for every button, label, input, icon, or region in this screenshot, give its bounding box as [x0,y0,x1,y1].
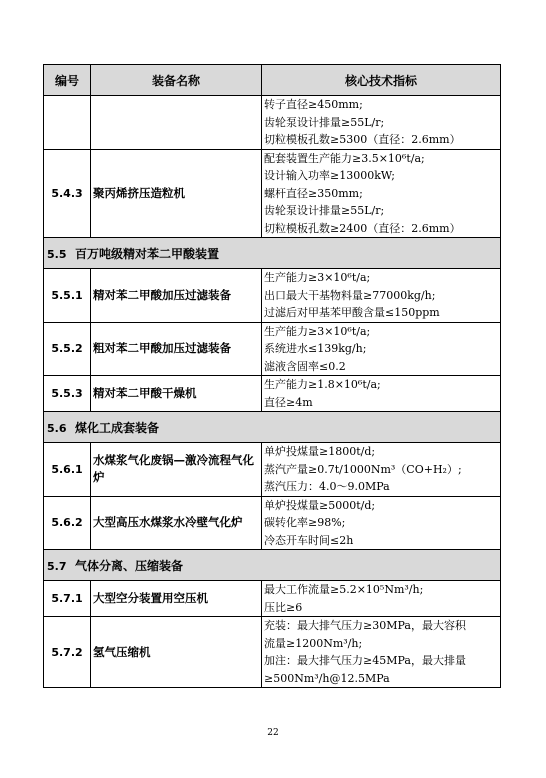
table-row [44,322,501,376]
table-header-row [44,65,501,96]
spec-line: 转子直径≥450mm; [264,98,363,111]
header-spec: 核心技术指标 [262,65,501,96]
spec-line: 直径≥4m [264,395,313,409]
row-code: 5.6.2 [44,496,91,550]
row-code [44,96,91,150]
section-title: 煤化工成套装备 [75,420,160,435]
row-name: 精对苯二甲酸加压过滤装备 [91,269,262,323]
spec-line: 配套装置生产能力≥3.5×10⁶t/a; [264,151,425,165]
row-name: 聚丙烯挤压造粒机 [91,149,262,238]
spec-line: 切粒模板孔数≥2400（直径：2.6mm） [264,221,461,235]
page-number: 22 [267,728,279,738]
section-title: 气体分离、压缩装备 [75,558,184,573]
row-name: 氢气压缩机 [91,617,262,688]
row-specs [262,96,501,150]
row-specs [262,322,501,376]
spec-line: 设计输入功率≥13000kW; [264,169,395,182]
spec-line: 生产能力≥1.8×10⁶t/a; [264,378,381,391]
table-row [44,496,501,550]
section-number: 5.7 [47,559,67,573]
spec-line: 系统进水≤139kg/h; [264,342,367,355]
row-code: 5.5.3 [44,376,91,412]
table-row [44,269,501,323]
spec-line: 生产能力≥3×10⁶t/a; [264,271,371,284]
row-name [91,96,262,150]
row-specs [262,376,501,412]
spec-line: 齿轮泵设计排量≥55L/r; [264,204,385,217]
row-specs [262,149,501,238]
spec-line: 单炉投煤量≥5000t/d; [264,498,376,512]
row-specs [262,617,501,688]
section-row-5-5 [44,238,501,269]
spec-line: 滤液含固率≤0.2 [264,359,346,373]
spec-line: 蒸汽压力：4.0～9.0MPa [264,480,390,493]
spec-line: 加注：最大排气压力≥45MPa，最大排量 [264,654,466,667]
spec-line: 碳转化率≥98%; [264,516,346,529]
spec-line: 充装：最大排气压力≥30MPa，最大容积 [264,619,466,632]
row-specs [262,581,501,617]
spec-line: 过滤后对甲基苯甲酸含量≤150ppm [264,306,440,319]
table-row [44,617,501,688]
header-name: 装备名称 [91,65,262,96]
spec-line: 螺杆直径≥350mm; [264,186,363,200]
row-specs [262,496,501,550]
row-name: 精对苯二甲酸干燥机 [91,376,262,412]
section-number: 5.5 [47,247,67,261]
row-name: 水煤浆气化废锅—激冷流程气化炉 [91,443,262,497]
spec-line: 流量≥1200Nm³/h; [264,636,363,650]
section-row-5-7 [44,550,501,581]
row-name: 大型空分装置用空压机 [91,581,262,617]
table-row [44,581,501,617]
spec-line: 单炉投煤量≥1800t/d; [264,445,376,458]
spec-line: 最大工作流量≥5.2×10⁵Nm³/h; [264,583,424,596]
spec-line: 出口最大干基物料量≥77000kg/h; [264,288,436,302]
row-name: 粗对苯二甲酸加压过滤装备 [91,322,262,376]
table-row [44,376,501,412]
row-code: 5.6.1 [44,443,91,497]
spec-line: 生产能力≥3×10⁶t/a; [264,324,371,338]
header-code: 编号 [44,65,91,96]
section-number: 5.6 [47,421,67,435]
row-code: 5.5.2 [44,322,91,376]
row-specs [262,269,501,323]
row-code: 5.4.3 [44,149,91,238]
section-row-5-6 [44,412,501,443]
spec-line: 切粒模板孔数≥5300（直径：2.6mm） [264,133,461,146]
row-specs [262,443,501,497]
row-code: 5.5.1 [44,269,91,323]
row-name: 大型高压水煤浆水冷壁气化炉 [91,496,262,550]
table-row [44,149,501,238]
table-row [44,443,501,497]
row-code: 5.7.2 [44,617,91,688]
table-row [44,96,501,150]
equipment-spec-table [43,64,501,688]
spec-line: ≥500Nm³/h@12.5MPa [264,671,390,685]
spec-line: 冷态开车时间≤2h [264,533,354,547]
spec-line: 齿轮泵设计排量≥55L/r; [264,115,385,129]
spec-line: 压比≥6 [264,600,303,614]
row-code: 5.7.1 [44,581,91,617]
section-title: 百万吨级精对苯二甲酸装置 [75,246,220,261]
spec-line: 蒸汽产量≥0.7t/1000Nm³（CO+H₂）; [264,462,462,476]
